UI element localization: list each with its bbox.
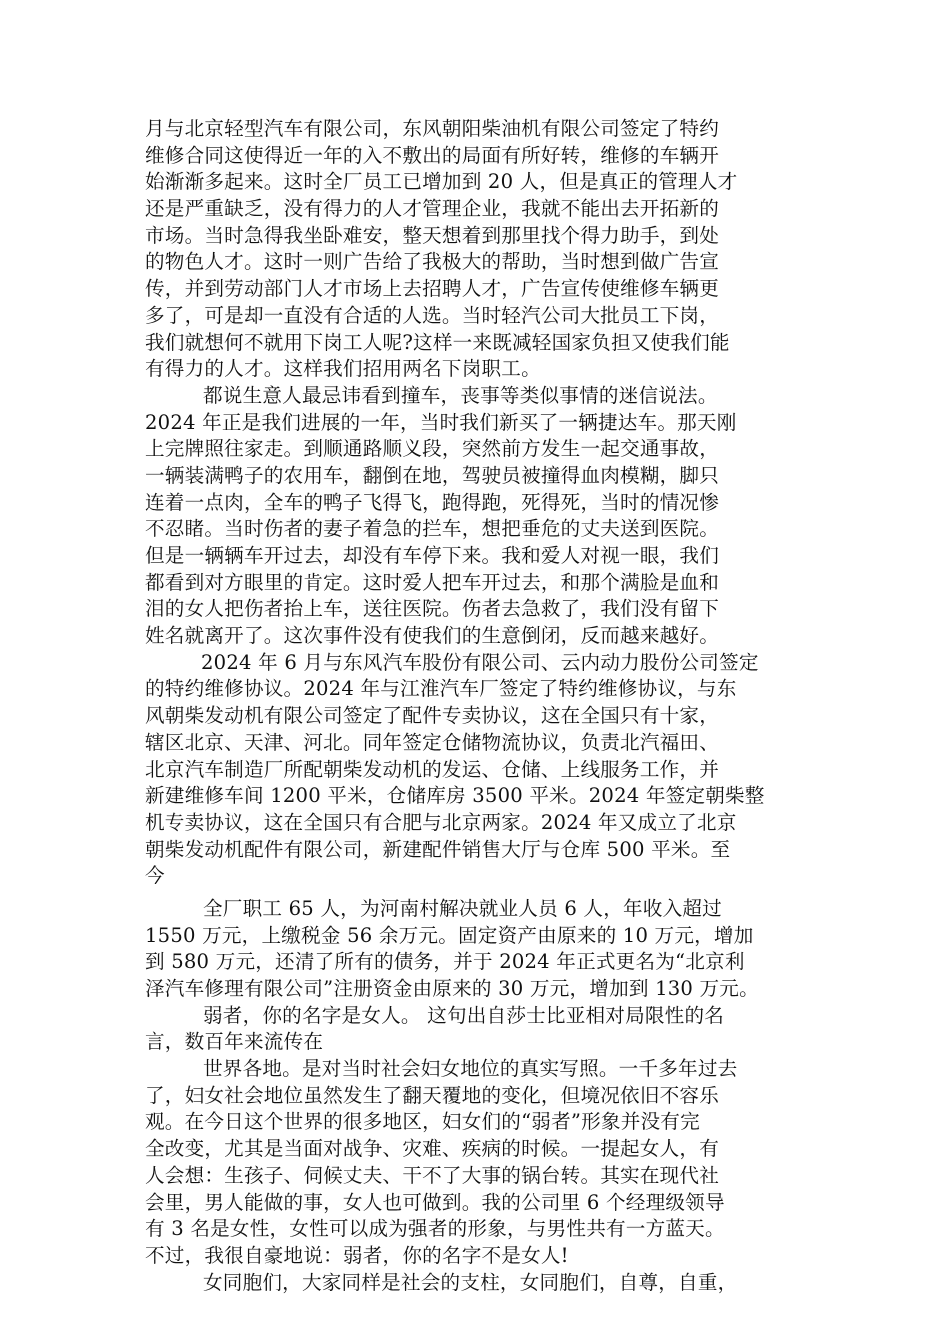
text-line: 连着一点肉，全车的鸭子飞得飞，跑得跑，死得死，当时的情况惨 [145, 490, 720, 514]
text-line: 人会想：生孩子、伺候丈夫、干不了大事的锅台转。其实在现代社 [145, 1163, 720, 1187]
text-line: 姓名就离开了。这次事件没有使我们的生意倒闭，反而越来越好。 [145, 624, 720, 648]
text-line: 朝柴发动机配件有限公司，新建配件销售大厅与仓库 500 平米。至 [145, 837, 731, 861]
text-line: 到 580 万元，还清了所有的债务，并于 2024 年正式更名为“北京利 [145, 950, 745, 974]
text-line: 新建维修车间 1200 平米，仓储库房 3500 平米。2024 年签定朝柴整 [145, 784, 765, 808]
text-line: 女同胞们，大家同样是社会的支柱，女同胞们，自尊，自重， [203, 1270, 738, 1294]
text-line: 观。在今日这个世界的很多地区，妇女们的“弱者”形象并没有完 [145, 1110, 700, 1134]
text-line: 都说生意人最忌讳看到撞车，丧事等类似事情的迷信说法。 [203, 383, 718, 407]
text-line: 多了，可是却一直没有合适的人选。当时轻汽公司大批员工下岗， [145, 303, 720, 327]
text-line: 月与北京轻型汽车有限公司，东风朝阳柴油机有限公司签定了特约 [145, 117, 720, 140]
text-line: 全厂职工 65 人，为河南村解决就业人员 6 人，年收入超过 [203, 896, 722, 920]
text-line: 全改变，尤其是当面对战争、灾难、疾病的时候。一提起女人，有 [145, 1137, 720, 1161]
text-line: 会里，男人能做的事，女人也可做到。我的公司里 6 个经理级领导 [145, 1190, 725, 1214]
text-line: 但是一辆辆车开过去，却没有车停下来。我和爱人对视一眼，我们 [145, 544, 720, 567]
text-line: 的特约维修协议。2024 年与江淮汽车厂签定了特约维修协议，与东 [145, 677, 737, 701]
text-line: 世界各地。是对当时社会妇女地位的真实写照。一千多年过去 [203, 1057, 738, 1081]
text-line: 维修合同这使得近一年的入不敷出的局面有所好转，维修的车辆开 [145, 143, 720, 167]
text-line: 我们就想何不就用下岗工人呢?这样一来既减轻国家负担又使我们能 [145, 330, 730, 354]
text-line: 上完牌照往家走。到顺通路顺义段，突然前方发生一起交通事故， [145, 437, 720, 461]
body-text [145, 116, 825, 1296]
text-line: 都看到对方眼里的肯定。这时爱人把车开过去，和那个满脸是血和 [145, 570, 720, 594]
text-line: 2024 年正是我们进展的一年，当时我们新买了一辆捷达车。那天刚 [145, 410, 737, 434]
text-line: 一辆装满鸭子的农用车，翻倒在地，驾驶员被撞得血肉模糊，脚只 [145, 463, 720, 487]
text-line: 了，妇女社会地位虽然发生了翻天覆地的变化，但境况依旧不容乐 [145, 1083, 720, 1107]
text-line: 今 [145, 864, 165, 888]
text-line: 市场。当时急得我坐卧难安，整天想着到那里找个得力助手，到处 [145, 223, 720, 247]
text-line: 言，数百年来流传在 [145, 1030, 324, 1054]
text-line: 还是严重缺乏，没有得力的人才管理企业，我就不能出去开拓新的 [145, 197, 720, 221]
text-line: 不过，我很自豪地说：弱者，你的名字不是女人! [145, 1243, 569, 1267]
text-line: 风朝柴发动机有限公司签定了配件专卖协议，这在全国只有十家， [145, 704, 720, 728]
text-line: 有 3 名是女性，女性可以成为强者的形象，与男性共有一方蓝天。 [145, 1217, 725, 1241]
text-line: 2024 年 6 月与东风汽车股份有限公司、云内动力股份公司签定 [201, 650, 759, 674]
text-line: 北京汽车制造厂所配朝柴发动机的发运、仓储、上线服务工作，并 [145, 757, 720, 781]
text-line: 机专卖协议，这在全国只有合肥与北京两家。2024 年又成立了北京 [145, 810, 737, 834]
text-line: 传，并到劳动部门人才市场上去招聘人才，广告宣传使维修车辆更 [145, 277, 720, 301]
text-line: 的物色人才。这时一则广告给了我极大的帮助，当时想到做广告宣 [145, 250, 720, 274]
text-line: 弱者，你的名字是女人。 这句出自莎士比亚相对局限性的名 [203, 1003, 725, 1027]
text-line: 始渐渐多起来。这时全厂员工已增加到 20 人，但是真正的管理人才 [145, 170, 738, 194]
text-line: 不忍睹。当时伤者的妻子着急的拦车，想把垂危的丈夫送到医院。 [145, 517, 720, 541]
text-line: 1550 万元，上缴税金 56 余万元。固定资产由原来的 10 万元，增加 [145, 923, 754, 947]
text-line: 泪的女人把伤者抬上车，送往医院。伤者去急救了，我们没有留下 [145, 597, 720, 621]
text-line: 泽汽车修理有限公司”注册资金由原来的 30 万元，增加到 130 万元。 [145, 977, 759, 1000]
text-line: 辖区北京、天津、河北。同年签定仓储物流协议，负责北汽福田、 [145, 730, 720, 754]
text-line: 有得力的人才。这样我们招用两名下岗职工。 [145, 357, 541, 381]
